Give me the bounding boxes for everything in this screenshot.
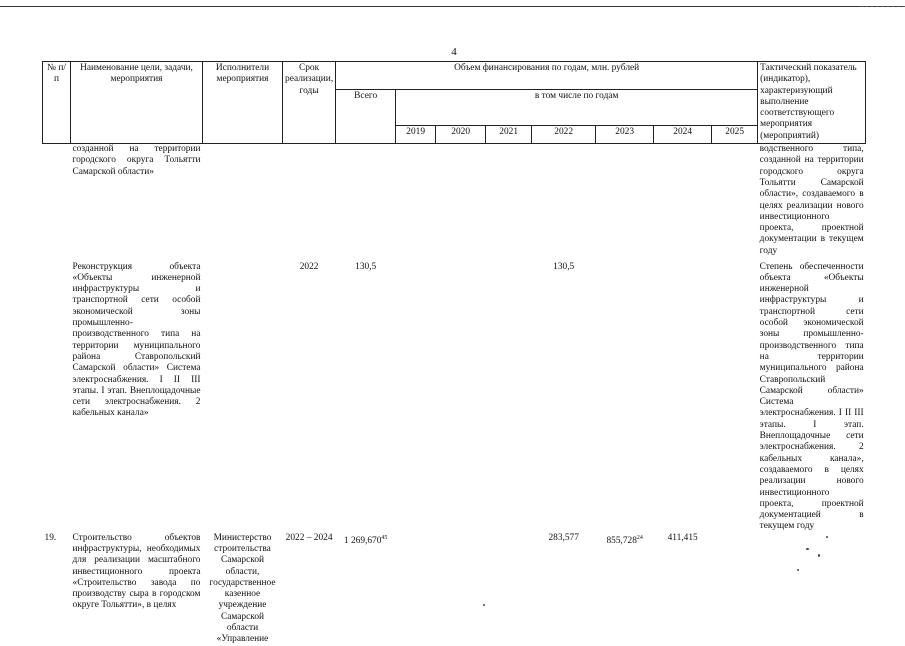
row-y2023-footnote: 24: [636, 534, 643, 541]
row-total-value: 1 269,670: [343, 535, 382, 546]
row-y2019: [396, 262, 436, 533]
row-num: 19.: [44, 532, 57, 543]
header-year-2025: 2025: [712, 126, 758, 144]
row-y2021: [486, 533, 532, 646]
header-executors: Исполнители мероприятия: [203, 62, 283, 144]
scan-speck: [806, 548, 809, 550]
header-funding: Объем финансирования по годам, млн. рублей: [336, 62, 758, 90]
header-year-2024: 2024: [654, 126, 712, 144]
header-year-2019: 2019: [396, 126, 436, 144]
row-y2024: [654, 144, 712, 262]
row-y2023-value: 855,728: [606, 535, 637, 546]
row-y2024: 411,415: [667, 532, 698, 543]
row-y2023: [596, 533, 654, 646]
row-y2021: [486, 262, 532, 533]
table-row: [43, 262, 866, 533]
row-total: [336, 144, 396, 262]
row-total: 130,5: [355, 261, 377, 272]
row-num: [43, 262, 71, 533]
row-y2020: [436, 262, 486, 533]
row-total-footnote: 45: [381, 534, 388, 541]
row-y2025: [712, 262, 758, 533]
row-name: Реконструкция объекта «Объекты инженерной инфраструктуры и транспортной сети особой экономической зоны промышленно-производственного типа на территории муниципального района Ставропольский Самарской области» Система электроснабжения. I II III этапы. I этап. Внеплощадочные сети электроснабжения. 2 кабельных канала»: [72, 261, 201, 419]
page-number: 4: [451, 46, 457, 58]
scan-top-dashes: [860, 6, 905, 7]
scan-speck: [818, 554, 820, 557]
header-term: Срок реализации, годы: [283, 62, 336, 144]
header-year-2022: 2022: [532, 126, 596, 144]
header-indicator: Тактический показатель (индикатор), характеризующий выполнение соответствующего мероприятия (мероприятий): [758, 62, 866, 144]
scan-speck: [797, 569, 799, 571]
row-num: [43, 144, 71, 262]
row-indicator: Степень обеспеченности объекта «Объекты инженерной инфраструктуры и транспортной сети особой экономической зоны промышленно-производственного типа на территории муниципального района Ставропольский Самарской области» Система электроснабжения. I II III этапы. I этап. Внеплощадочные сети электроснабжения. 2 кабельных канала», создаваемого в целях реализации нового инвестиционного проекта, проектной документацией в текущем году: [759, 261, 864, 532]
row-name: созданной на территории городского округа Тольятти Самарской области»: [72, 144, 201, 177]
table-row: [43, 533, 866, 646]
row-y2020: [436, 144, 486, 262]
row-y2025: [712, 144, 758, 262]
row-y2023: [596, 262, 654, 533]
row-executors: Министерство строительства Самарской области, государственное казенное учреждение Самарской области «Управление: [209, 532, 276, 645]
row-y2022: 130,5: [553, 261, 575, 272]
row-term: [283, 144, 336, 262]
funding-table: [42, 61, 866, 646]
row-indicator: водственного типа, созданной на территории городского округа Тольятти Самарской области», создаваемого в целях реализации нового инвестиционного проекта, проектной документации в текущем году: [759, 144, 864, 256]
row-term: 2022 – 2024: [285, 532, 333, 543]
row-executors: [203, 144, 283, 262]
row-y2022: [532, 144, 596, 262]
row-y2022: 283,577: [548, 532, 579, 543]
row-y2020: [436, 533, 486, 646]
scan-speck: [826, 536, 828, 538]
row-y2024: [654, 262, 712, 533]
header-year-2020: 2020: [436, 126, 486, 144]
row-y2025: [712, 533, 758, 646]
row-y2019: [396, 144, 436, 262]
row-executors: [203, 262, 283, 533]
scan-top-line: [0, 6, 905, 7]
row-name: Строительство объектов инфраструктуры, необходимых для реализации масштабного инвестиционного проекта «Строительство завода по производству сыра в городском округе Тольятти», в целях: [72, 532, 201, 611]
header-num: № п/п: [43, 62, 71, 144]
row-y2021: [486, 144, 532, 262]
row-y2023: [596, 144, 654, 262]
header-year-2023: 2023: [596, 126, 654, 144]
row-total: [336, 533, 396, 646]
header-by-years: в том числе по годам: [396, 90, 758, 126]
table-row: [43, 144, 866, 262]
row-y2019: [396, 533, 436, 646]
header-name: Наименование цели, задачи, мероприятия: [71, 62, 203, 144]
row-term: 2022: [299, 261, 319, 272]
row-indicator: [758, 533, 866, 646]
scan-speck: [483, 604, 485, 606]
header-total: Всего: [336, 90, 396, 144]
header-year-2021: 2021: [486, 126, 532, 144]
